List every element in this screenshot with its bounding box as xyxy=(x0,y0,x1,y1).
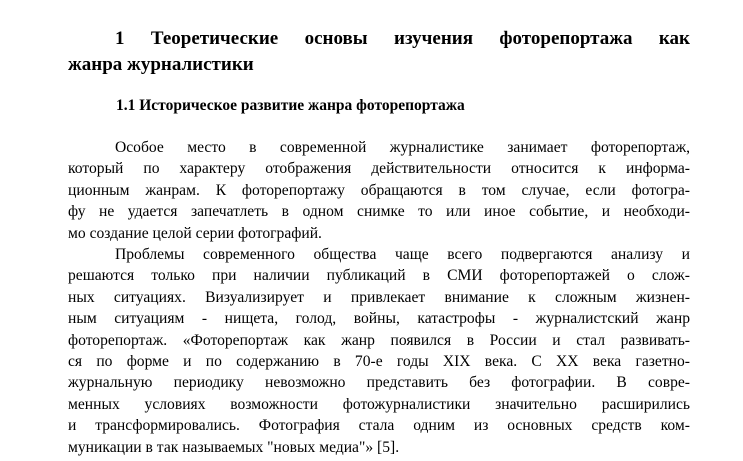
paragraph xyxy=(68,244,690,458)
chapter-heading-line: жанра журналистики xyxy=(68,54,254,75)
text-line: менных условиях возможности фотожурналистики значительно расширились xyxy=(68,395,690,413)
text-line: ных ситуациях. Визуализирует и привлекает внимание к сложным жизнен- xyxy=(68,288,690,306)
text-line: решаются только при наличии публикаций в СМИ фоторепортажей о слож- xyxy=(68,267,690,285)
body-text xyxy=(68,137,690,458)
text-line: фоторепортаж. «Фоторепортаж как жанр появился в России и стал развивать- xyxy=(68,331,690,349)
text-line: ционным жанрам. К фоторепортажу обращаются в том случае, если фотогра- xyxy=(68,181,690,199)
text-line: мо создание целой серии фотографий. xyxy=(68,224,322,242)
chapter-heading-line: 1 Теоретические основы изучения фоторепортажа как xyxy=(115,28,690,49)
text-line: который по характеру отображения действительности относится к информа- xyxy=(68,160,690,178)
text-line: ным ситуациям - нищета, голод, войны, катастрофы - журналистский жанр xyxy=(68,310,690,328)
section-heading: 1.1 Историческое развитие жанра фоторепортажа xyxy=(116,97,465,114)
text-line: журнальную периодику невозможно представить без фотографии. В совре- xyxy=(68,374,690,392)
text-line: фу не удается запечатлеть в одном снимке то или иное событие, и необходи- xyxy=(68,203,690,221)
text-line: Особое место в современной журналистике занимает фоторепортаж, xyxy=(115,139,690,156)
paragraph xyxy=(68,137,690,244)
text-line: ся по форме и по содержанию в 70-е годы XIX века. С XX века газетно- xyxy=(68,353,690,371)
chapter-heading xyxy=(68,26,690,78)
text-line: и трансформировались. Фотография стала одним из основных средств ком- xyxy=(68,417,690,435)
text-line: Проблемы современного общества чаще всего подвергаются анализу и xyxy=(115,246,690,264)
text-line: муникации в так называемых "новых медиа"» [5]. xyxy=(68,438,400,456)
